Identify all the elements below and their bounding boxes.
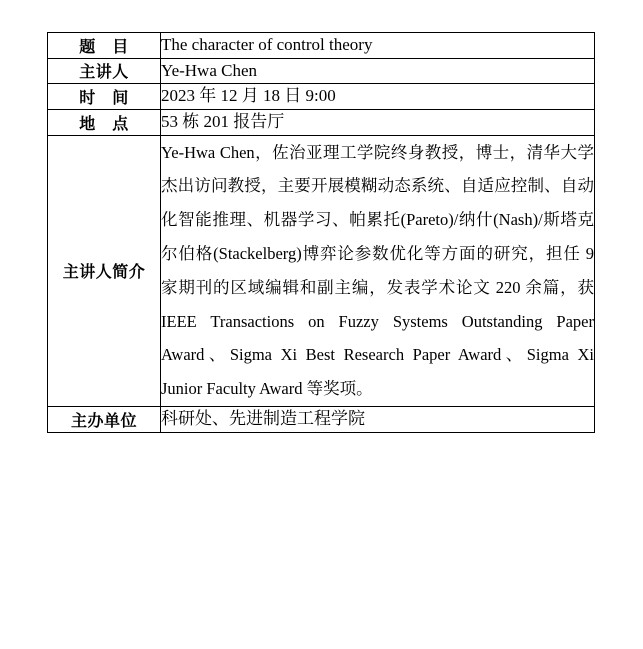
- seminar-table-body: [48, 33, 595, 433]
- row-label-bio: 主讲人简介: [48, 135, 161, 407]
- bio-paragraph: Ye-Hwa Chen，佐治亚理工学院终身教授，博士，清华大学杰出访问教授，主要开展模糊动态系统、自适应控制、自动化智能推理、机器学习、帕累托(Pareto)/纳什(Nash)/斯塔克尔伯格(Stackelberg)博弈论参数优化等方面的研究，担任 9 家期刊的区域编辑和副主编，发表学术论文 220 余篇，获 IEEE Transactions on Fuzzy Systems Outstanding Paper Award、Sigma Xi Best Research Paper Award、Sigma Xi Junior Faculty Award 等奖项。: [161, 142, 594, 399]
- row-label-time: 时 间: [48, 84, 161, 110]
- table-row: [48, 407, 595, 433]
- row-value-time: 2023 年 12 月 18 日 9:00: [161, 84, 595, 110]
- row-value-location: 53 栋 201 报告厅: [161, 109, 595, 135]
- row-label-location: 地 点: [48, 109, 161, 135]
- row-label-title: 题 目: [48, 33, 161, 59]
- table-row: [48, 84, 595, 110]
- table-row: [48, 135, 595, 407]
- row-value-organizer: 科研处、先进制造工程学院: [161, 407, 595, 433]
- row-label-speaker: 主讲人: [48, 58, 161, 84]
- row-label-organizer: 主办单位: [48, 407, 161, 433]
- row-value-bio: [161, 135, 595, 407]
- row-value-title: The character of control theory: [161, 33, 595, 59]
- table-row: [48, 33, 595, 59]
- row-value-speaker: Ye-Hwa Chen: [161, 58, 595, 84]
- seminar-info-table: [47, 32, 595, 433]
- table-row: [48, 58, 595, 84]
- table-row: [48, 109, 595, 135]
